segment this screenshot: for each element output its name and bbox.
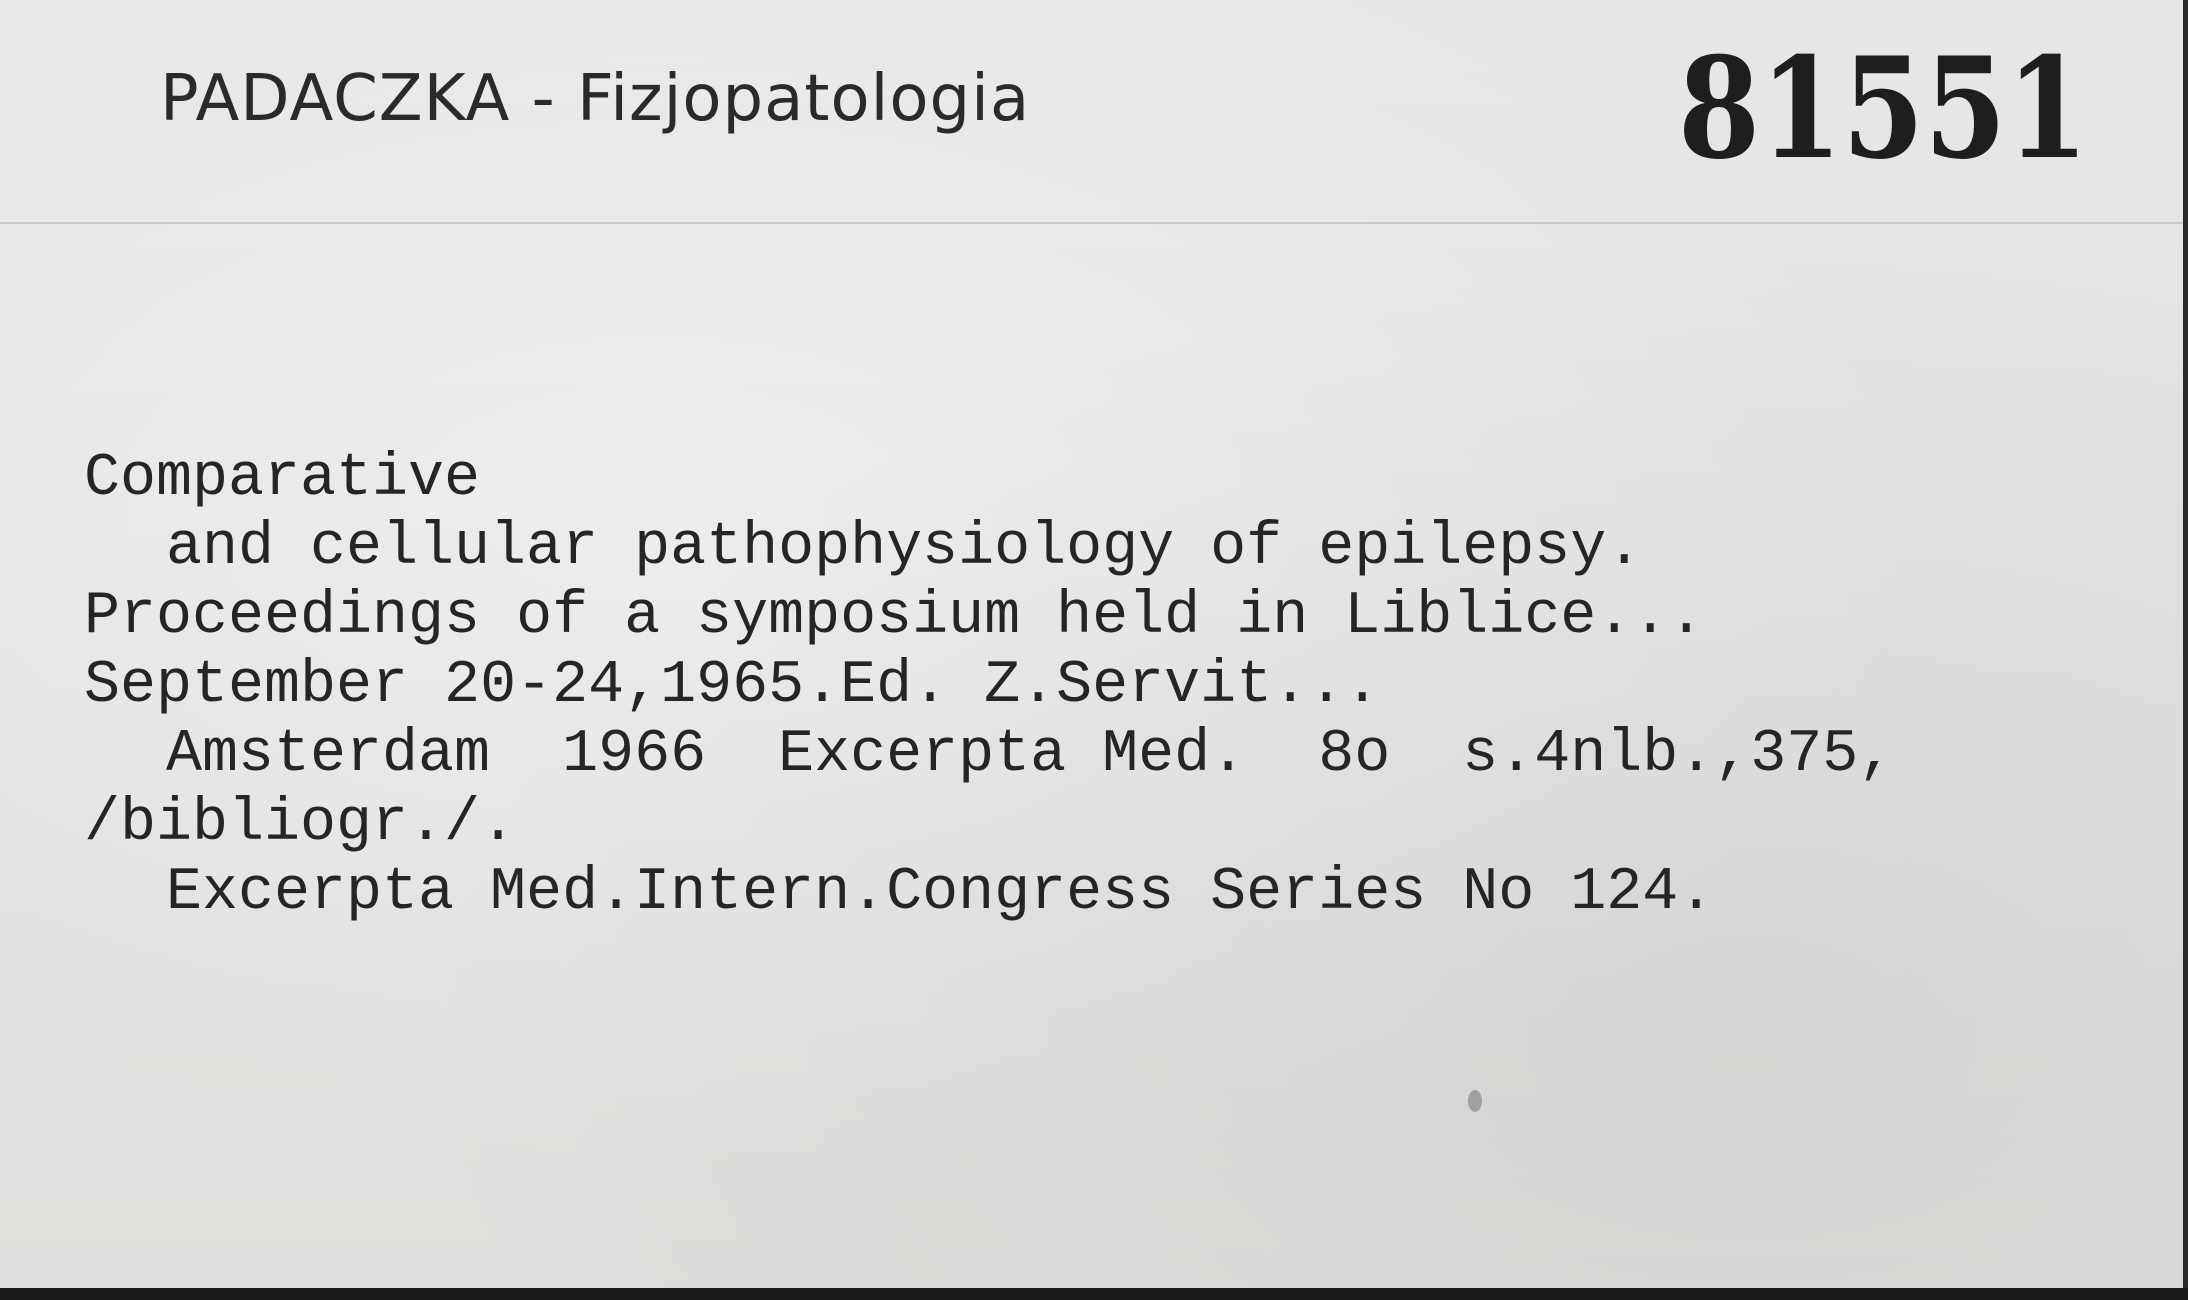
entry-line: Amsterdam 1966 Excerpta Med. 8o s.4nlb.,375, bbox=[166, 721, 1895, 789]
card-number: 81551 bbox=[1678, 26, 2089, 191]
entry-line: September 20-24,1965.Ed. Z.Servit... bbox=[84, 652, 1381, 720]
card-edge-right bbox=[2183, 0, 2188, 1300]
ink-smudge bbox=[1468, 1090, 1482, 1112]
entry-line: Proceedings of a symposium held in Liblice... bbox=[84, 583, 1705, 651]
entry-line: /bibliogr./. bbox=[84, 790, 517, 858]
bibliographic-entry bbox=[84, 445, 1894, 928]
entry-line: Excerpta Med.Intern.Congress Series No 124. bbox=[166, 859, 1715, 927]
card-edge-bottom bbox=[0, 1288, 2188, 1300]
ruled-line bbox=[0, 222, 2188, 224]
entry-line: Comparative bbox=[84, 445, 481, 513]
entry-line: and cellular pathophysiology of epilepsy. bbox=[166, 514, 1643, 582]
subject-heading: PADACZKA - Fizjopatologia bbox=[160, 62, 1031, 136]
